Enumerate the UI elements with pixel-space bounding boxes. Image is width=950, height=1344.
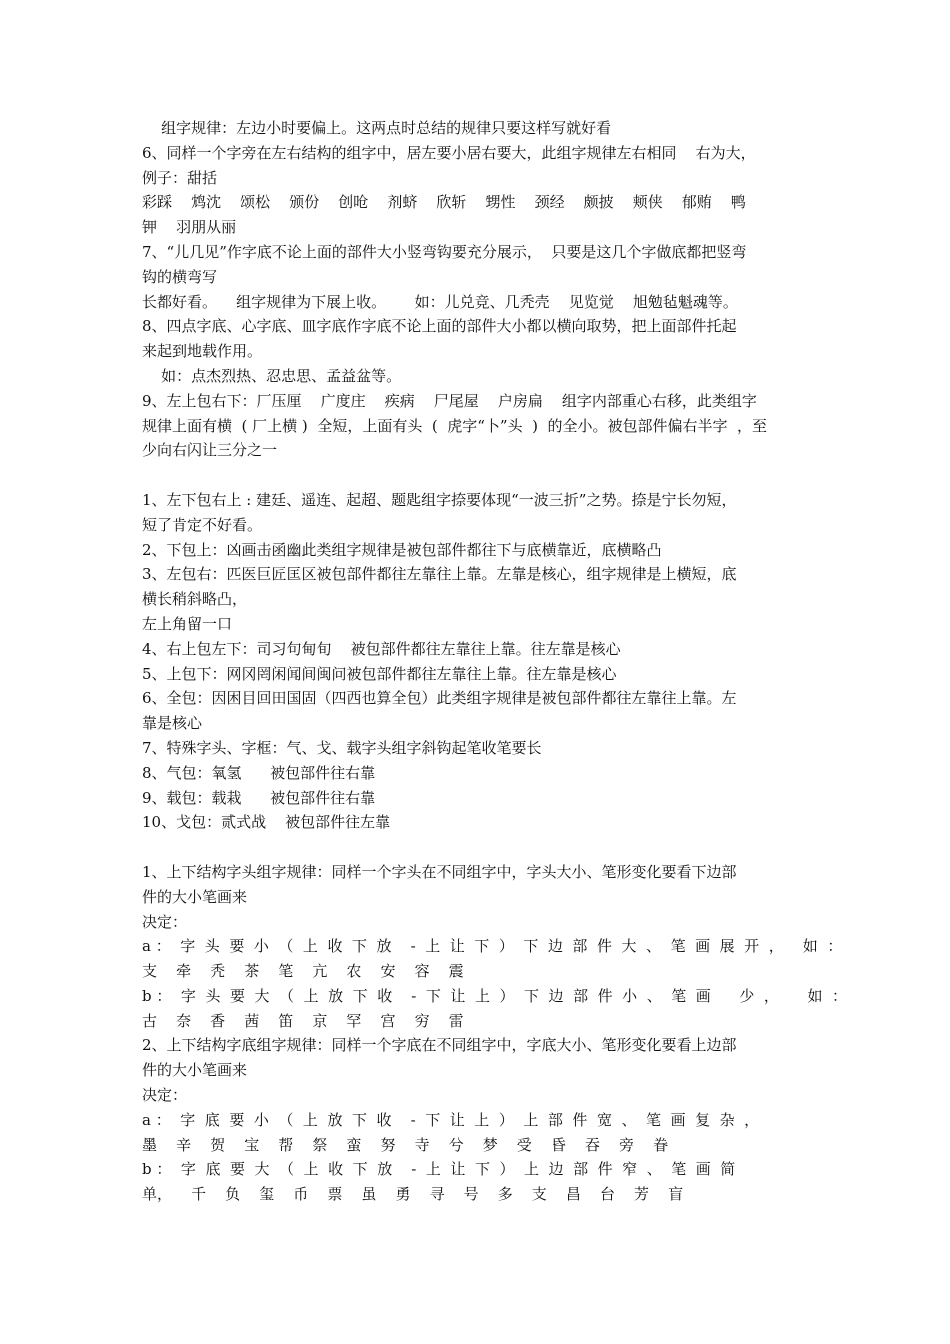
document-page xyxy=(142,116,848,1207)
text-line: 单， 千 负 玺 币 票 虽 勇 寻 号 多 支 昌 台 芳 盲 xyxy=(142,1185,684,1204)
text-line: b ： 字 头 要 大 （ 上 放 下 收 - 下 让 上 ） 下 边 部 件 小 、 笔 画 少 ， 如 ： xyxy=(142,986,848,1005)
text-line: 8、气包：氧氢 被包部件往右靠 xyxy=(142,763,376,782)
text-line: 5、上包下：网冈罔闲闻间闽问被包部件都往左靠往上靠。往左靠是核心 xyxy=(142,664,617,683)
text-line: 件的大小笔画来 xyxy=(142,1061,248,1080)
text-line: 组字规律：左边小时要偏上。这两点时总结的规律只要这样写就好看 xyxy=(142,119,612,137)
text-line: 横长稍斜略凸， xyxy=(142,590,248,609)
text-line: b ： 字 底 要 大 （ 上 收 下 放 - 上 让 下 ） 上 边 部 件 窄 、 笔 画 简 xyxy=(142,1160,736,1179)
text-line: 来起到地载作用。 xyxy=(142,342,263,361)
text-line: 9、左上包右下：厂压厘 广度庄 疾病 尸尾屋 户房扁 组字内部重心右移，此类组字 xyxy=(142,391,757,410)
text-line: 决定： xyxy=(142,1086,188,1105)
text-line: 少向右闪让三分之一 xyxy=(142,441,278,460)
text-line: 彩踩 鸩沈 颂松 颁份 创呛 剂蛴 欣斩 甥性 颈经 颇披 颊侠 郁贿 鸭 xyxy=(142,193,746,212)
text-line: 短了肯定不好看。 xyxy=(142,515,263,534)
text-line: 钾 羽朋从丽 xyxy=(142,218,237,237)
section-3 xyxy=(142,860,848,1207)
text-line: 4、右上包左下：司习句甸旬 被包部件都往左靠往上靠。往左靠是核心 xyxy=(142,639,621,658)
paragraph-gap xyxy=(142,835,810,860)
text-line: 左上角留一口 xyxy=(142,614,233,633)
text-line: 靠是核心 xyxy=(142,714,203,733)
text-line: 1、上下结构字头组字规律：同样一个字头在不同组字中，字头大小、笔形变化要看下边部 xyxy=(142,862,737,881)
text-line: 9、载包：载栽 被包部件往右靠 xyxy=(142,788,376,807)
text-line: 3、左包右：匹医巨匠匡区被包部件都往左靠往上靠。左靠是核心，组字规律是上横短，底 xyxy=(142,565,737,584)
text-line: 钩的横弯写 xyxy=(142,267,218,286)
text-line: 如：点杰烈热、忍忠思、孟益盆等。 xyxy=(142,366,402,385)
text-line: 7、特殊字头、字框：气、戈、载字头组字斜钩起笔收笔要长 xyxy=(142,738,542,757)
section-2 xyxy=(142,488,810,835)
text-line: 决定： xyxy=(142,912,188,931)
text-line: 古 奈 香 茜 笛 京 罕 宫 穷 雷 xyxy=(142,1011,464,1030)
section-1 xyxy=(142,116,810,463)
text-line: 10、戈包：贰式战 被包部件往左靠 xyxy=(142,813,391,832)
text-line: 6、全包：因困目回田国固（四西也算全包）此类组字规律是被包部件都往左靠往上靠。左 xyxy=(142,689,737,708)
text-line: 支 牵 秃 茶 笔 亢 农 安 容 震 xyxy=(142,962,464,981)
text-line: 2、上下结构字底组字规律：同样一个字底在不同组字中，字底大小、笔形变化要看上边部 xyxy=(142,1036,737,1055)
text-line: 墨 辛 贺 宝 帮 祭 蛮 努 寺 兮 梦 受 昏 吞 旁 眷 xyxy=(142,1135,669,1154)
text-line: 2、下包上：凶画击函幽此类组字规律是被包部件都往下与底横靠近，底横略凸 xyxy=(142,540,662,559)
text-line: 件的大小笔画来 xyxy=(142,887,248,906)
text-line: 规律上面有横 ( 厂上横 ) 全短，上面有头 ( 虎字“卜”头 ) 的全小。被包部件偏右半字 ，至 xyxy=(142,416,768,435)
text-line: 8、四点字底、心字底、皿字底作字底不论上面的部件大小都以横向取势，把上面部件托起 xyxy=(142,317,737,336)
paragraph-gap xyxy=(142,463,810,488)
text-line: 例子：甜括 xyxy=(142,168,218,187)
text-line: 6、同样一个字旁在左右结构的组字中，居左要小居右要大，此组字规律左右相同 右为大， xyxy=(142,143,756,162)
text-line: 长都好看。 组字规律为下展上收。 如：儿兑竞、几秃壳 见览觉 旭勉毡魁魂等。 xyxy=(142,292,738,311)
text-line: 1、左下包右上 : 建廷、遥连、起超、题匙组字捺要体现“一波三折”之势。捺是宁长勿短， xyxy=(142,490,737,509)
text-line: 7、“儿几见”作字底不论上面的部件大小竖弯钩要充分展示， 只要是这几个字做底都把竖弯 xyxy=(142,242,747,261)
text-line: a ： 字 头 要 小 （ 上 收 下 放 - 上 让 下 ） 下 边 部 件 大 、 笔 画 展 开 ， 如 ： xyxy=(142,937,843,956)
text-line: a ： 字 底 要 小 （ 上 放 下 收 - 下 让 上 ） 上 部 件 宽 、 笔 画 复 杂 ， xyxy=(142,1110,760,1129)
